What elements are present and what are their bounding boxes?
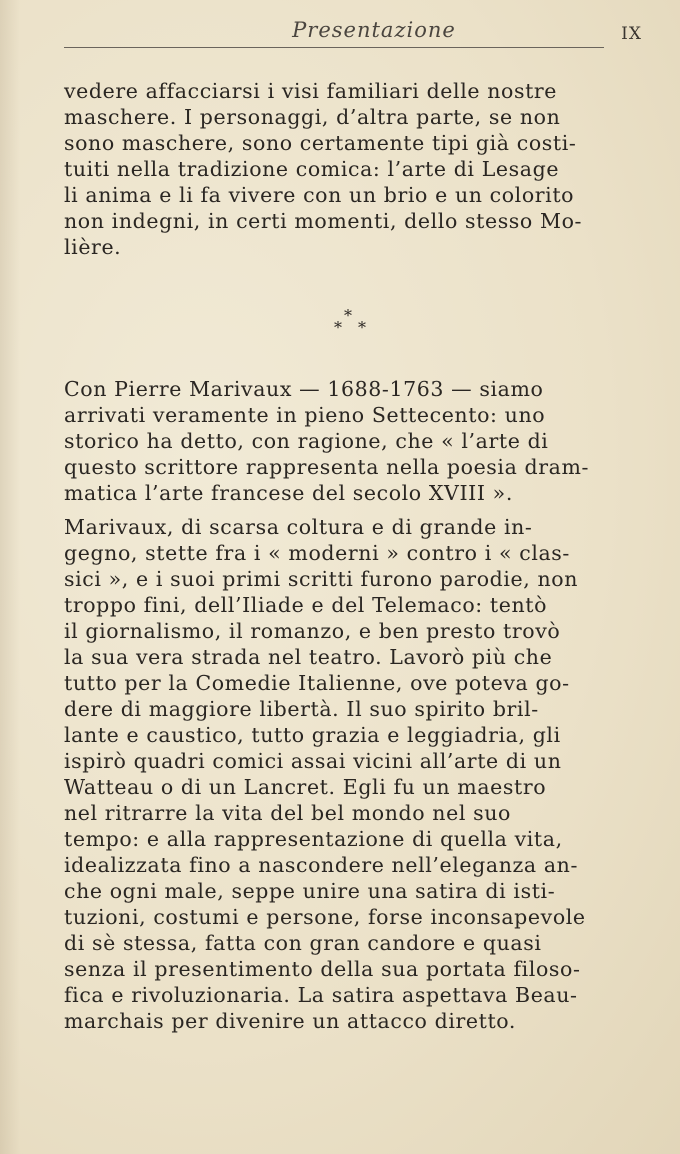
- asterism-star-left: *: [334, 318, 342, 337]
- running-title: Presentazione: [292, 18, 456, 42]
- page-edge-shadow: [0, 0, 20, 1154]
- header-rule: [64, 47, 604, 48]
- asterism-star-top: *: [344, 306, 352, 325]
- page-number: IX: [621, 24, 642, 44]
- paragraph-marivaux-intro: Con Pierre Marivaux — 1688-1763 — siamo arrivati veramente in pieno Settecento: uno storico ha detto, con ragione, che « l’arte di questo scrittore rappresenta nella poesia dram- matica l’arte francese del secolo XVIII ».: [64, 377, 590, 505]
- asterism-divider: [330, 306, 376, 336]
- page-header: [64, 14, 642, 50]
- paragraph-marivaux-career: Marivaux, di scarsa coltura e di grande in- gegno, stette fra i « moderni » contro i « clas- sici », e i suoi primi scritti furono parodie, non troppo fini, dell’Iliade e del Telemaco: tentò il giornalismo, il romanzo, e ben presto trovò la sua vera strada nel teatro. Lavorò più che tutto per la Comedie Italienne, ove poteva go- dere di maggiore libertà. Il suo spirito bril- lante e caustico, tutto grazia e leggiadria, gli ispirò quadri comici assai vicini all’arte di un Watteau o di un Lancret. Egli fu un maestro nel ritrarre la vita del bel mondo nel suo tempo: e alla rappresentazione di quella vita, idealizzata fino a nascondere nell’eleganza an- che ogni male, seppe unire una satira di isti- tuzioni, costumi e persone, forse inconsapevole di sè stessa, fatta con gran candore e quasi senza il presentimento della sua portata filoso- fica e rivoluzionaria. La satira aspettava Beau- marchais per divenire un attacco diretto.: [64, 515, 586, 1033]
- paragraph-lesage: vedere affacciarsi i visi familiari delle nostre maschere. I personaggi, d’altra parte, se non sono maschere, sono certamente tipi già costi- tuiti nella tradizione comica: l’arte di Lesage li anima e li fa vivere con un brio e un colorito non indegni, in certi momenti, dello stesso Mo- lière.: [64, 79, 583, 259]
- asterism-star-right: *: [358, 318, 366, 337]
